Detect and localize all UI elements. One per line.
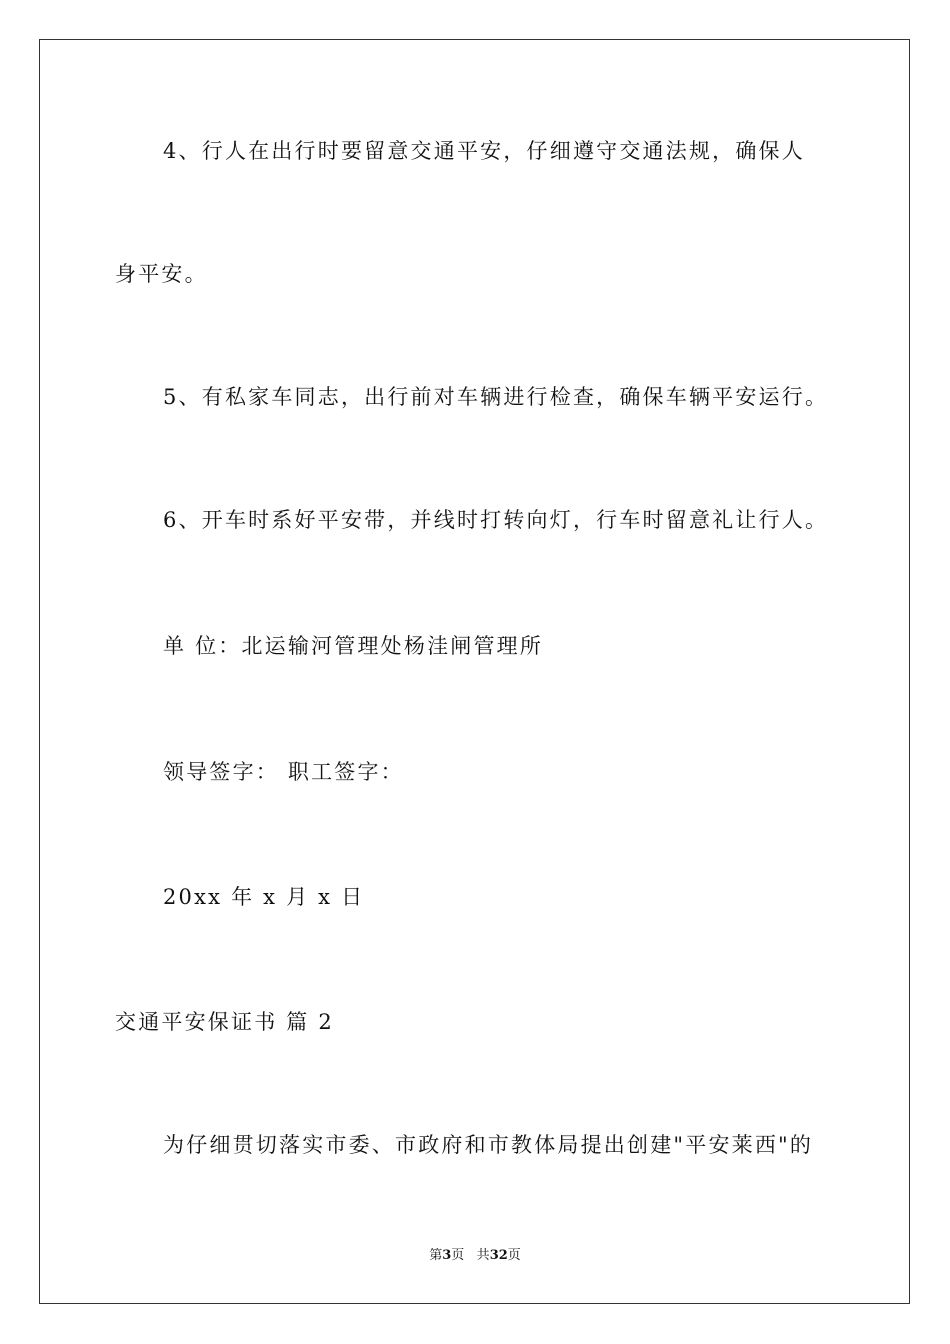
footer-page-suffix: 页 [451, 1248, 465, 1263]
paragraph-item-4-line-2: 身平安。 [115, 262, 208, 286]
footer-page-total: 32 [489, 1248, 508, 1263]
footer-total-suffix: 页 [507, 1248, 521, 1263]
page-border [39, 39, 910, 1304]
footer-page-prefix: 第 [429, 1248, 443, 1263]
section-heading: 交通平安保证书 篇 2 [115, 1010, 334, 1034]
footer-page-current: 3 [442, 1248, 452, 1263]
page-footer [0, 1249, 950, 1262]
paragraph-item-6: 6、开车时系好平安带，并线时打转向灯，行车时留意礼让行人。 [163, 508, 829, 532]
paragraph-item-4-line-1: 4、行人在出行时要留意交通平安，仔细遵守交通法规，确保人 [163, 139, 805, 163]
unit-line: 单 位：北运输河管理处杨洼闸管理所 [163, 634, 544, 658]
intro-paragraph-line-1: 为仔细贯切落实市委、市政府和市教体局提出创建"平安莱西"的 [163, 1133, 814, 1157]
date-line: 20xx 年 x 月 x 日 [163, 885, 365, 909]
footer-total-prefix: 共 [476, 1248, 490, 1263]
signature-line: 领导签字： 职工签字： [163, 760, 404, 784]
paragraph-item-5: 5、有私家车同志，出行前对车辆进行检查，确保车辆平安运行。 [163, 385, 829, 409]
